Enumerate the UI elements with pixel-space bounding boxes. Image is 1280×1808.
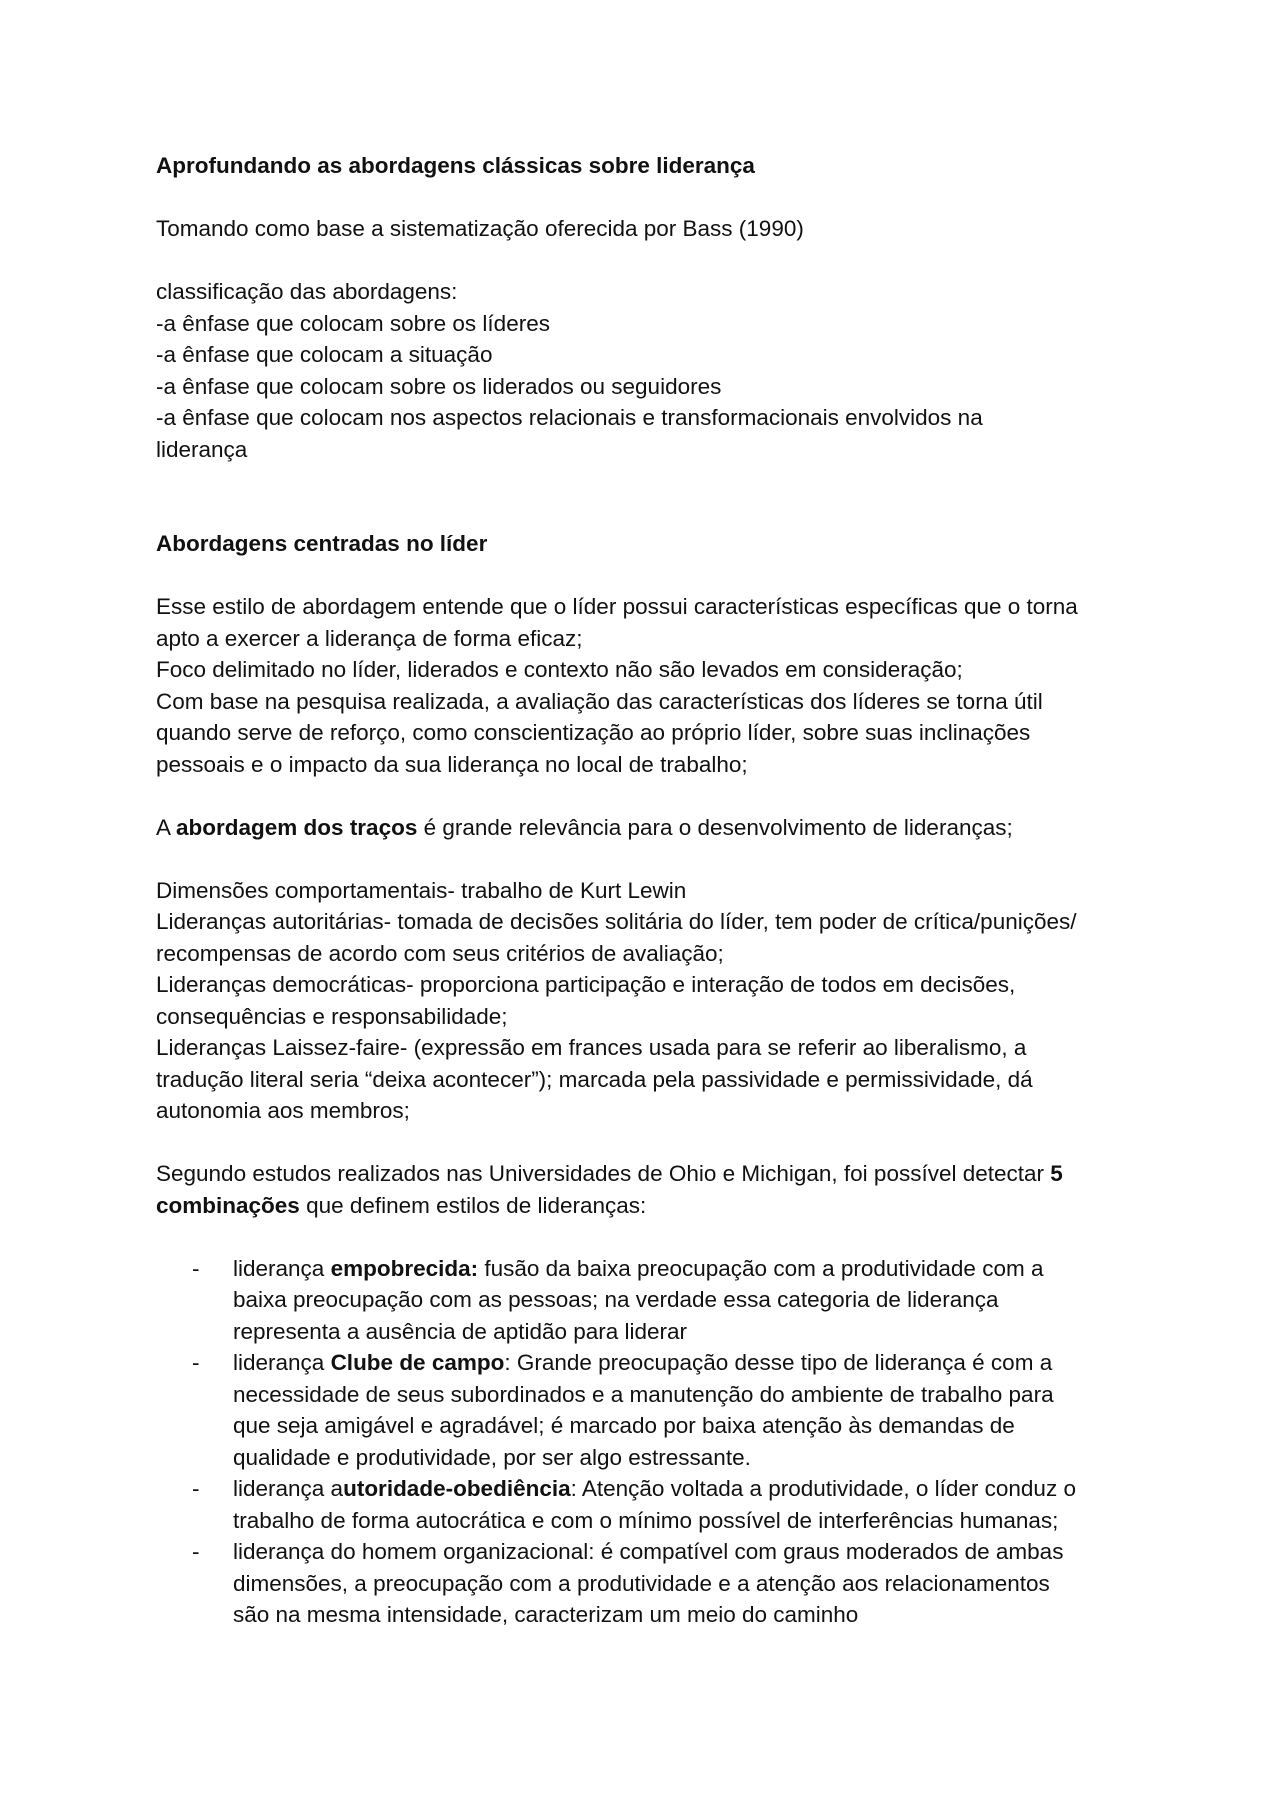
classification-item: liderança (156, 436, 248, 462)
paragraph-line: Lideranças democráticas- proporciona participação e interação de todos em decisões, (156, 972, 1016, 997)
text-run: liderança a (233, 1476, 344, 1501)
text-run: : Atenção voltada a produtividade, o líder conduz o (570, 1476, 1076, 1501)
leadership-styles-list (156, 1253, 1156, 1631)
dash-bullet: - (192, 1539, 200, 1564)
text-run: fusão da baixa preocupação com a produtividade com a (478, 1255, 1044, 1281)
list-item-line: baixa preocupação com as pessoas; na verdade essa categoria de liderança (233, 1287, 999, 1312)
list-item (156, 1536, 1156, 1631)
list-item-line: representa a ausência de aptidão para liderar (233, 1318, 688, 1344)
text-run: que definem estilos de lideranças: (299, 1192, 647, 1218)
section-heading: Abordagens centradas no líder (156, 531, 488, 556)
text-run: liderança (233, 1255, 331, 1281)
bold-text: empobrecida: (330, 1255, 479, 1281)
dash-bullet: - (192, 1255, 200, 1281)
list-item-line: qualidade e produtividade, por ser algo estressante. (233, 1444, 751, 1470)
classification-label: classificação das abordagens: (156, 279, 458, 304)
section-heading: Aprofundando as abordagens clássicas sobre liderança (156, 153, 755, 178)
paragraph-line: Dimensões comportamentais- trabalho de Kurt Lewin (156, 877, 687, 903)
list-item-line: dimensões, a preocupação com a produtividade e a atenção aos relacionamentos (233, 1570, 1050, 1596)
bold-text: Clube de campo (330, 1350, 505, 1375)
dash-bullet: - (192, 1350, 200, 1375)
list-item-line (233, 1347, 1156, 1379)
paragraph-line: consequências e responsabilidade; (156, 1003, 508, 1029)
studies-paragraph (156, 1158, 1156, 1221)
paragraph-line: Lideranças Laissez-faire- (expressão em frances usada para se referir ao liberalismo, a (156, 1035, 1027, 1060)
list-item-line (233, 1473, 1156, 1505)
paragraph-line: Com base na pesquisa realizada, a avaliação das características dos líderes se torna útil (156, 688, 1043, 714)
bold-text: combinações (156, 1192, 300, 1218)
document-page (156, 150, 1156, 1631)
list-item (156, 1347, 1156, 1473)
list-item-line: são na mesma intensidade, caracterizam um meio do caminho (233, 1602, 859, 1627)
list-item-line: trabalho de forma autocrática e com o mínimo possível de interferências humanas; (233, 1507, 1059, 1533)
text-run: : Grande preocupação desse tipo de liderança é com a (504, 1350, 1053, 1375)
text-run: A (156, 814, 177, 840)
leader-paragraph (156, 591, 1156, 780)
paragraph-line: Lideranças autoritárias- tomada de decisões solitária do líder, tem poder de crítica/punições/ (156, 909, 1077, 934)
paragraph-line: pessoais e o impacto da sua liderança no local de trabalho; (156, 751, 748, 777)
paragraph-line: autonomia aos membros; (156, 1098, 410, 1123)
paragraph-line: Foco delimitado no líder, liderados e contexto não são levados em consideração; (156, 657, 963, 682)
traits-paragraph (156, 812, 1156, 844)
list-item-line (233, 1536, 1156, 1568)
list-item-line (233, 1253, 1156, 1285)
classification-block (156, 276, 1156, 465)
paragraph-line: Esse estilo de abordagem entende que o líder possui características específicas que o torna (156, 594, 1078, 619)
classification-item: -a ênfase que colocam nos aspectos relacionais e transformacionais envolvidos na (156, 405, 983, 430)
paragraph-line: recompensas de acordo com seus critérios de avaliação; (156, 940, 724, 966)
bold-text: utoridade-obediência (343, 1476, 571, 1501)
text-run: liderança do homem organizacional: é compatível com graus moderados de ambas (233, 1539, 1064, 1564)
text-run: Segundo estudos realizados nas Universidades de Ohio e Michigan, foi possível detectar (156, 1161, 1051, 1186)
list-item-line: necessidade de seus subordinados e a manutenção do ambiente de trabalho para (233, 1381, 1054, 1407)
bold-text: 5 (1050, 1161, 1063, 1186)
classification-item: -a ênfase que colocam sobre os liderados ou seguidores (156, 373, 722, 399)
classification-item: -a ênfase que colocam sobre os líderes (156, 310, 550, 336)
dash-bullet: - (192, 1476, 200, 1501)
paragraph-line: tradução literal seria “deixa acontecer”); marcada pela passividade e permissividade, dá (156, 1066, 1033, 1092)
intro-paragraph: Tomando como base a sistematização oferecida por Bass (1990) (156, 216, 804, 241)
text-run: é grande relevância para o desenvolvimento de lideranças; (417, 814, 1013, 840)
list-item-line: que seja amigável e agradável; é marcado por baixa atenção às demandas de (233, 1413, 1015, 1438)
paragraph-line: quando serve de reforço, como conscientização ao próprio líder, sobre suas inclinações (156, 720, 1031, 745)
paragraph-line (156, 1190, 1156, 1222)
list-item (156, 1473, 1156, 1536)
text-run: liderança (233, 1350, 331, 1375)
behavioral-paragraph (156, 875, 1156, 1127)
list-item (156, 1253, 1156, 1348)
bold-text: abordagem dos traços (176, 814, 418, 840)
classification-item: -a ênfase que colocam a situação (156, 342, 493, 367)
paragraph-line: apto a exercer a liderança de forma eficaz; (156, 625, 583, 651)
paragraph-line (156, 1158, 1156, 1190)
